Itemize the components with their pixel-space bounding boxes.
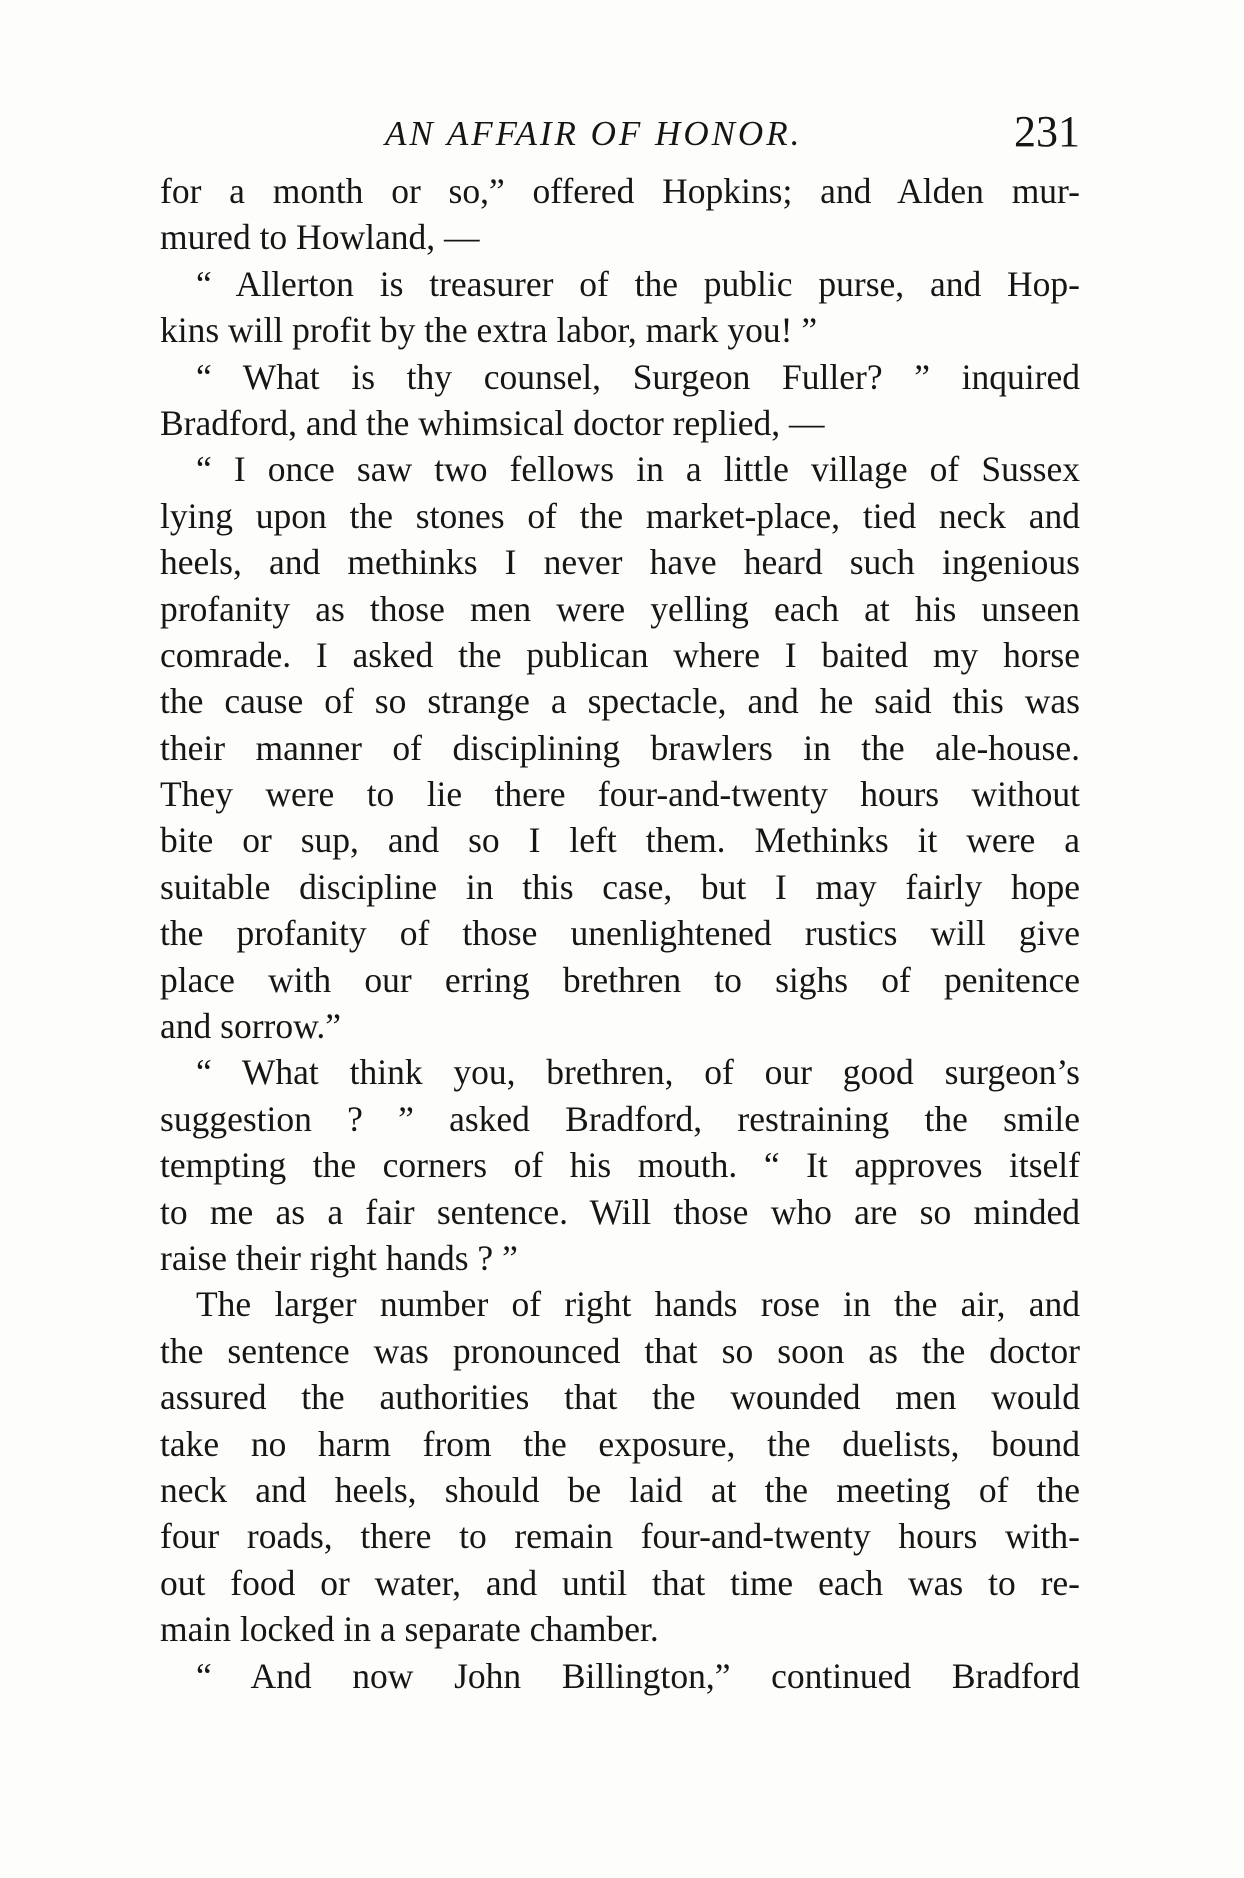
- text-line: “ And now John Billington,” continued Bradford: [196, 1655, 1080, 1696]
- text-line: four roads, there to remain four-and-twenty hours with-: [160, 1516, 1080, 1557]
- text-line: for a month or so,” offered Hopkins; and Alden mur-: [160, 171, 1080, 211]
- text-line: The larger number of right hands rose in the air, and: [196, 1284, 1080, 1325]
- text-line: suitable discipline in this case, but I may fairly hope: [160, 866, 1080, 907]
- text-line: raise their right hands ? ”: [160, 1237, 518, 1278]
- text-line: “ I once saw two fellows in a little village of Sussex: [196, 449, 1080, 490]
- text-line: “ Allerton is treasurer of the public purse, and Hop-: [196, 263, 1080, 304]
- text-line: “ What is thy counsel, Surgeon Fuller? ” inquired: [196, 356, 1080, 397]
- text-line: the sentence was pronounced that so soon as the doctor: [160, 1330, 1080, 1371]
- text-line: out food or water, and until that time each was to re-: [160, 1562, 1080, 1603]
- page-number: 231: [1014, 107, 1080, 156]
- text-line: place with our erring brethren to sighs of penitence: [160, 959, 1080, 1000]
- text-line: profanity as those men were yelling each at his unseen: [160, 588, 1080, 629]
- text-line: lying upon the stones of the market-place, tied neck and: [160, 495, 1080, 536]
- text-line: to me as a fair sentence. Will those who are so minded: [160, 1191, 1080, 1232]
- running-head: [160, 98, 1080, 158]
- text-line: and sorrow.”: [160, 1006, 342, 1047]
- text-line: comrade. I asked the publican where I baited my horse: [160, 634, 1080, 675]
- text-line: tempting the corners of his mouth. “ It approves itself: [160, 1145, 1080, 1186]
- text-line: the profanity of those unenlightened rustics will give: [160, 913, 1080, 954]
- text-line: kins will profit by the extra labor, mark you! ”: [160, 310, 818, 351]
- text-line: “ What think you, brethren, of our good surgeon’s: [196, 1052, 1080, 1093]
- text-line: suggestion ? ” asked Bradford, restraining the smile: [160, 1098, 1080, 1139]
- text-line: assured the authorities that the wounded men would: [160, 1377, 1080, 1418]
- text-line: their manner of disciplining brawlers in the ale-house.: [160, 727, 1080, 768]
- text-line: the cause of so strange a spectacle, and he said this was: [160, 681, 1080, 722]
- text-line: They were to lie there four-and-twenty hours without: [160, 774, 1080, 815]
- body-text: [160, 168, 1080, 1699]
- text-line: bite or sup, and so I left them. Methinks it were a: [160, 820, 1080, 861]
- text-line: Bradford, and the whimsical doctor replied, —: [160, 402, 825, 443]
- running-title: AN AFFAIR OF HONOR.: [385, 114, 803, 153]
- text-line: take no harm from the exposure, the duelists, bound: [160, 1423, 1080, 1464]
- text-line: heels, and methinks I never have heard such ingenious: [160, 542, 1080, 583]
- text-line: mured to Howland, —: [160, 217, 480, 258]
- text-line: neck and heels, should be laid at the meeting of the: [160, 1469, 1080, 1510]
- text-line: main locked in a separate chamber.: [160, 1609, 659, 1650]
